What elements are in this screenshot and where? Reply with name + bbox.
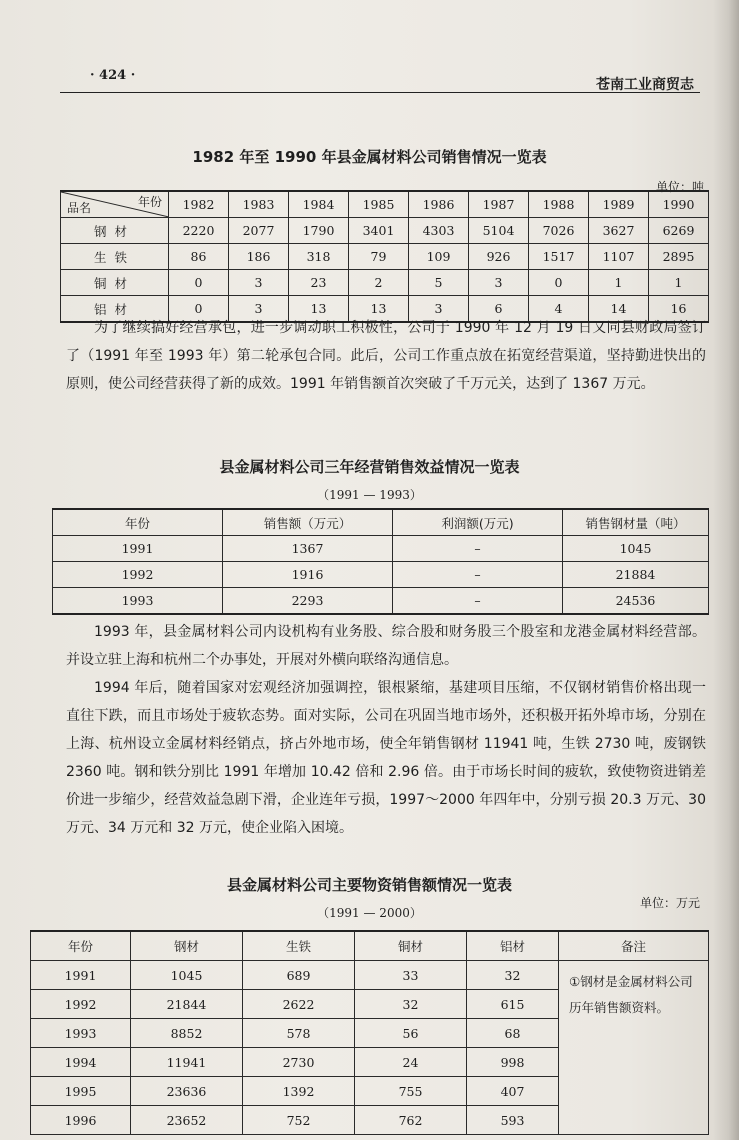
table2-three-year-performance xyxy=(52,508,709,615)
value-cell: 2220 xyxy=(169,218,229,244)
year-cell: 1987 xyxy=(469,191,529,218)
year-cell: 1990 xyxy=(649,191,709,218)
header-year: 年份 xyxy=(53,509,223,536)
year-cell: 1995 xyxy=(31,1077,131,1106)
value-cell: 318 xyxy=(289,244,349,270)
value-cell: 23 xyxy=(289,270,349,296)
header-remarks: 备注 xyxy=(559,931,709,961)
value-cell: 1367 xyxy=(223,536,393,562)
value-cell: 1107 xyxy=(589,244,649,270)
paragraph-contract: 为了继续搞好经营承包，进一步调动职工积极性，公司于 1990 年 12 月 19 日又同县财政局签订了（1991 年至 1993 年）第二轮承包合同。此后，公司工作重点放在拓宽经营渠道，坚持勤进快出的原则，使公司经营获得了新的成效。1991 年销售额首次突破了千万元关，达到了 1367 万元。 xyxy=(66,320,706,392)
value-cell: 1045 xyxy=(563,536,709,562)
value-cell: 2622 xyxy=(243,990,355,1019)
value-cell: 23636 xyxy=(131,1077,243,1106)
value-cell: 3 xyxy=(409,296,469,323)
corner-label-year: 年份 xyxy=(137,195,162,209)
year-cell: 1989 xyxy=(589,191,649,218)
table3-title: 县金属材料公司主要物资销售额情况一览表 xyxy=(226,876,512,894)
year-cell: 1993 xyxy=(31,1019,131,1048)
value-cell: 4303 xyxy=(409,218,469,244)
product-name-cell: 铜材 xyxy=(61,270,169,296)
table2-title: 县金属材料公司三年经营销售效益情况一览表 xyxy=(219,458,520,476)
year-cell: 1984 xyxy=(289,191,349,218)
value-cell: 6 xyxy=(469,296,529,323)
value-cell: 79 xyxy=(349,244,409,270)
value-cell: 16 xyxy=(649,296,709,323)
value-cell: 1517 xyxy=(529,244,589,270)
value-cell: 5104 xyxy=(469,218,529,244)
table-row xyxy=(53,536,709,562)
value-cell: 14 xyxy=(589,296,649,323)
year-cell: 1988 xyxy=(529,191,589,218)
value-cell: 3 xyxy=(469,270,529,296)
value-cell: 24 xyxy=(355,1048,467,1077)
table3-header-row xyxy=(31,931,709,961)
value-cell: 21844 xyxy=(131,990,243,1019)
value-cell: 615 xyxy=(467,990,559,1019)
value-cell: 4 xyxy=(529,296,589,323)
value-cell: 2 xyxy=(349,270,409,296)
value-cell: 1916 xyxy=(223,562,393,588)
value-cell: 1 xyxy=(649,270,709,296)
year-cell: 1985 xyxy=(349,191,409,218)
value-cell: 24536 xyxy=(563,588,709,615)
table3-subtitle: （1991 — 2000） xyxy=(317,906,422,920)
table-row xyxy=(53,562,709,588)
year-cell: 1986 xyxy=(409,191,469,218)
year-cell: 1982 xyxy=(169,191,229,218)
table1-sales-1982-1990 xyxy=(60,190,709,323)
value-cell: 8852 xyxy=(131,1019,243,1048)
year-cell: 1991 xyxy=(31,961,131,990)
table-row xyxy=(31,961,709,990)
header-pig-iron: 生铁 xyxy=(243,931,355,961)
header-steel: 钢材 xyxy=(131,931,243,961)
table3-materials-sales xyxy=(30,930,709,1135)
value-cell: 186 xyxy=(229,244,289,270)
value-cell: 32 xyxy=(355,990,467,1019)
table-row xyxy=(53,588,709,615)
year-cell: 1993 xyxy=(53,588,223,615)
corner-label-name: 品名 xyxy=(67,201,92,215)
value-cell: 1045 xyxy=(131,961,243,990)
value-cell: 32 xyxy=(467,961,559,990)
page-number: · 424 · xyxy=(90,68,136,83)
table-row xyxy=(61,218,709,244)
year-cell: 1996 xyxy=(31,1106,131,1135)
table1-title: 1982 年至 1990 年县金属材料公司销售情况一览表 xyxy=(192,148,547,166)
product-name-cell: 铝材 xyxy=(61,296,169,323)
table-row xyxy=(61,244,709,270)
value-cell: 3627 xyxy=(589,218,649,244)
header-sales: 销售额（万元） xyxy=(223,509,393,536)
value-cell: 755 xyxy=(355,1077,467,1106)
value-cell: 998 xyxy=(467,1048,559,1077)
value-cell: 689 xyxy=(243,961,355,990)
value-cell: 2730 xyxy=(243,1048,355,1077)
value-cell: 23652 xyxy=(131,1106,243,1135)
value-cell: 11941 xyxy=(131,1048,243,1077)
value-cell: 1392 xyxy=(243,1077,355,1106)
value-cell: 109 xyxy=(409,244,469,270)
table1-unit: 单位：吨 xyxy=(656,180,705,194)
value-cell: 3 xyxy=(229,270,289,296)
value-cell: – xyxy=(393,562,563,588)
header-year: 年份 xyxy=(31,931,131,961)
value-cell: 13 xyxy=(289,296,349,323)
header-profit: 利润额(万元) xyxy=(393,509,563,536)
value-cell: 86 xyxy=(169,244,229,270)
value-cell: 21884 xyxy=(563,562,709,588)
table1-corner-cell xyxy=(61,191,169,218)
value-cell: – xyxy=(393,588,563,615)
value-cell: 2895 xyxy=(649,244,709,270)
page-spine-shadow xyxy=(713,0,739,1140)
value-cell: 3401 xyxy=(349,218,409,244)
value-cell: 7026 xyxy=(529,218,589,244)
value-cell: 33 xyxy=(355,961,467,990)
book-title: 苍南工业商贸志 xyxy=(596,77,694,93)
value-cell: 1 xyxy=(589,270,649,296)
table2-subtitle: （1991 — 1993） xyxy=(317,488,422,502)
value-cell: 0 xyxy=(169,270,229,296)
paragraph-market: 1994 年后，随着国家对宏观经济加强调控，银根紧缩，基建项目压缩，不仅钢材销售价格出现一直往下跌，而且市场处于疲软态势。面对实际，公司在巩固当地市场外，还积极开拓外埠市场，分别在上海、杭州设立金属材料经销点，挤占外地市场，使全年销售钢材 11941 吨，生铁 2730 吨，废钢铁 2360 吨。钢和铁分别比 1991 年增加 10.42 倍和 2.96 倍。由于市场长时间的疲软，致使物资进销差价进一步缩少，经营效益急剧下滑，企业连年亏损，1997～2000 年四年中，分别亏损 20.3 万元、30 万元、34 万元和 32 万元，使企业陷入困境。 xyxy=(66,680,706,836)
year-cell: 1994 xyxy=(31,1048,131,1077)
year-cell: 1992 xyxy=(53,562,223,588)
value-cell: 5 xyxy=(409,270,469,296)
remarks-note: ①钢材是金属材料公司历年销售额资料。 xyxy=(559,961,709,1135)
value-cell: 752 xyxy=(243,1106,355,1135)
value-cell: 0 xyxy=(529,270,589,296)
value-cell: 3 xyxy=(229,296,289,323)
value-cell: 926 xyxy=(469,244,529,270)
value-cell: 2293 xyxy=(223,588,393,615)
table2-header-row xyxy=(53,509,709,536)
year-cell: 1991 xyxy=(53,536,223,562)
value-cell: 2077 xyxy=(229,218,289,244)
header-rule xyxy=(60,92,700,93)
value-cell: 68 xyxy=(467,1019,559,1048)
value-cell: 6269 xyxy=(649,218,709,244)
value-cell: 1790 xyxy=(289,218,349,244)
table3-unit: 单位：万元 xyxy=(640,896,701,910)
year-cell: 1992 xyxy=(31,990,131,1019)
paragraph-organization: 1993 年，县金属材料公司内设机构有业务股、综合股和财务股三个股室和龙港金属材料经营部。并设立驻上海和杭州二个办事处，开展对外横向联络沟通信息。 xyxy=(66,624,706,668)
table1-header-row xyxy=(61,191,709,218)
page-header xyxy=(60,62,700,92)
value-cell: 0 xyxy=(169,296,229,323)
header-copper: 铜材 xyxy=(355,931,467,961)
product-name-cell: 钢材 xyxy=(61,218,169,244)
value-cell: 593 xyxy=(467,1106,559,1135)
value-cell: 578 xyxy=(243,1019,355,1048)
value-cell: 56 xyxy=(355,1019,467,1048)
year-cell: 1983 xyxy=(229,191,289,218)
value-cell: – xyxy=(393,536,563,562)
header-steel-volume: 销售钢材量（吨） xyxy=(563,509,709,536)
value-cell: 762 xyxy=(355,1106,467,1135)
value-cell: 13 xyxy=(349,296,409,323)
table-row xyxy=(61,270,709,296)
header-aluminum: 铝材 xyxy=(467,931,559,961)
value-cell: 407 xyxy=(467,1077,559,1106)
product-name-cell: 生铁 xyxy=(61,244,169,270)
